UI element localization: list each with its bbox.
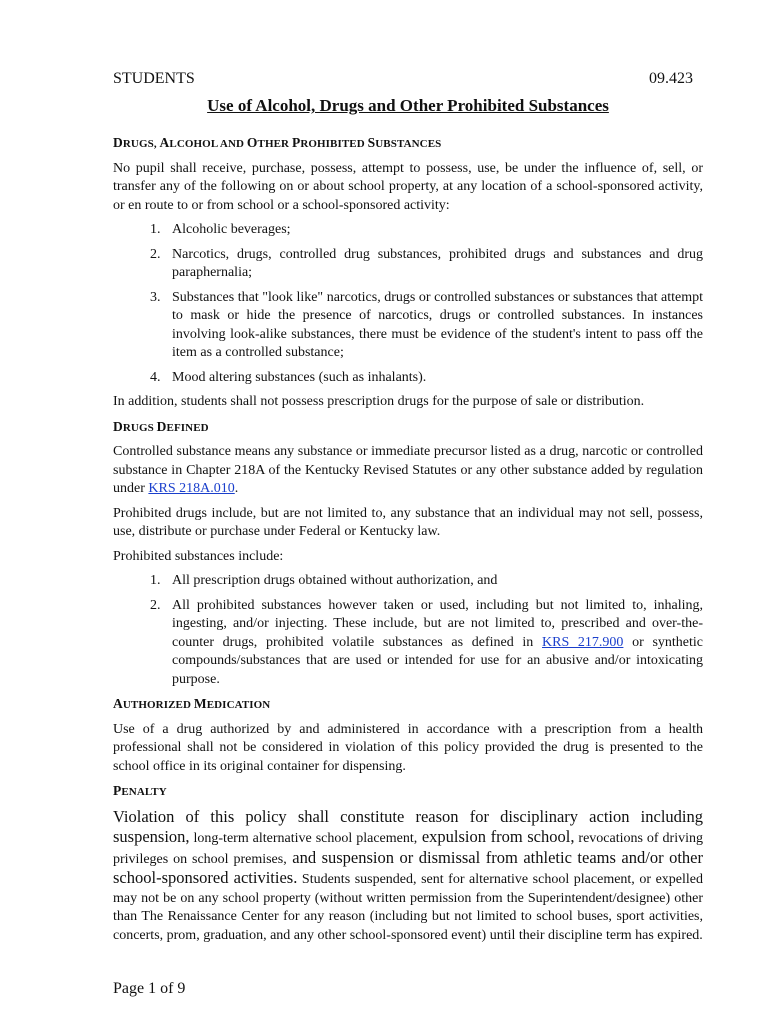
section-heading-drugs-defined: DRUGS DEFINED [113, 418, 209, 434]
prohibited-items-list [113, 221, 703, 387]
heading-cap: A [159, 135, 170, 150]
list-item-text: All prescription drugs obtained without authorization, and [172, 573, 498, 588]
header-section-label: STUDENTS [113, 70, 195, 87]
list-item-text: or synthetic compounds/substances that are used or intended for use for an abusive and/or intoxicating purpose. [172, 634, 703, 687]
section-heading-prohibited-substances: DRUGS, ALCOHOL AND OTHER PROHIBITED SUBSTANCES [113, 135, 442, 150]
heading-cap: P [291, 135, 301, 150]
heading-rest: UBSTANCES [375, 138, 442, 150]
paragraph-penalty [113, 808, 703, 946]
list-item: 1. Alcoholic beverages; [150, 222, 291, 237]
page-number: Page 1 of 9 [113, 980, 186, 997]
header-policy-number: 09.423 [649, 70, 693, 87]
list-item: 2. All prohibited substances however taken or used, including but not limited to, inhaling, ingesting, and/or injecting. These include, but are not limited to, prescribed and over-the-counter drugs, prohibited volatile substances as defined in KRS 217.900 or synthetic compounds/substances that are used or intended for use for an abusive and/or intoxicating purpose. [150, 597, 703, 687]
paragraph-prohibited-drugs: Prohibited drugs include, but are not limited to, any substance that an individual may not sell, possess, use, distribute or purchase under Federal or Kentucky law. [113, 505, 703, 539]
section-heading-authorized-medication: AUTHORIZED MEDICATION [113, 696, 271, 711]
krs-217-900-link[interactable]: KRS 217.900 [542, 634, 624, 650]
page-title: Use of Alcohol, Drugs and Other Prohibited Substances [207, 96, 609, 115]
list-item: 2. Narcotics, drugs, controlled drug substances, prohibited drugs and substances and drug paraphernalia; [150, 246, 703, 280]
paragraph-authorized-medication: Use of a drug authorized by and administered in accordance with a prescription from a health professional shall not be considered in violation of this policy provided the drug is presented to the school office in its original container for dispensing. [113, 721, 703, 774]
text-span: long-term alternative school placement, [189, 831, 418, 846]
prohibited-substances-list [113, 572, 703, 689]
section-heading-penalty: PENALTY [113, 783, 167, 798]
paragraph-prohibited-substances-intro: Prohibited substances include: [113, 548, 284, 564]
heading-cap: O [246, 135, 258, 150]
list-item-text: Mood altering substances (such as inhalants). [172, 369, 427, 385]
list-item-text: Alcoholic beverages; [172, 222, 291, 237]
heading-rest: LCOHOL AND [169, 138, 247, 150]
list-item: 3. Substances that "look like" narcotics, drugs or controlled substances or substances that attempt to mask or hide the presence of narcotics, drugs or controlled substances. In instances involving look-alike substances, there must be evidence of the student's intent to pass off the item as a controlled substance; [150, 289, 703, 360]
paragraph-intro: No pupil shall receive, purchase, possess, attempt to possess, use, be under the influence of, sell, or transfer any of the following on or about school property, at any location of a school-sponsored activity, or en route to or from school or a school-sponsored activity: [113, 160, 703, 213]
krs-218a-010-link[interactable]: KRS 218A.010 [148, 481, 235, 496]
text-span: . [234, 481, 239, 496]
heading-cap: S [367, 135, 376, 150]
heading-rest: RUGS [122, 138, 154, 150]
paragraph-controlled-substance [113, 443, 703, 499]
heading-cap: D [113, 135, 123, 150]
heading-rest: ROHIBITED [300, 138, 368, 150]
list-item: 4. Mood altering substances (such as inhalants). [150, 369, 427, 385]
text-span: Violation of this policy shall constitute reason for disciplinary action including suspension, [113, 806, 703, 846]
text-span: Students suspended, sent for alternative school placement, or expelled may not be on any school property (without written permission from the Superintendent/designee) other than The Renaissance Center for any reason (including but not limited to school buses, sport activities, concerts, prom, graduation, and any other school-sponsored event) until their discipline term has expired. [113, 872, 704, 943]
text-span: expulsion from school, [417, 827, 575, 846]
text-span: revocations of driving privileges on school premises, [113, 831, 703, 867]
paragraph-outro: In addition, students shall not possess prescription drugs for the purpose of sale or distribution. [113, 394, 645, 409]
list-item-text: Narcotics, drugs, controlled drug substances, prohibited drugs and substances and drug paraphernalia; [172, 246, 703, 280]
list-item-text: All prohibited substances however taken or used, including but not limited to, inhaling, ingesting, and/or injecting. These include, but are not limited to, prescribed and over-the-counter drugs, prohibited volatile substances as defined in [172, 597, 703, 650]
list-item-text: Substances that "look like" narcotics, drugs or controlled substances or substances that attempt to mask or hide the presence of narcotics, drugs or controlled substances. In instances involving look-alike substances, there must be evidence of the student's intent to pass off the item as a controlled substance; [172, 289, 703, 360]
document-body [113, 134, 703, 951]
text-span: and suspension or dismissal from athletic teams and/or other school-sponsored activities. [113, 847, 703, 887]
text-span: Controlled substance means any substance or immediate precursor listed as a drug, narcotic or controlled substance in Chapter 218A of the Kentucky Revised Statutes or any other substance added by regulation under [113, 444, 703, 496]
heading-rest: THER [257, 138, 292, 150]
list-item: 1. All prescription drugs obtained without authorization, and [150, 573, 498, 588]
